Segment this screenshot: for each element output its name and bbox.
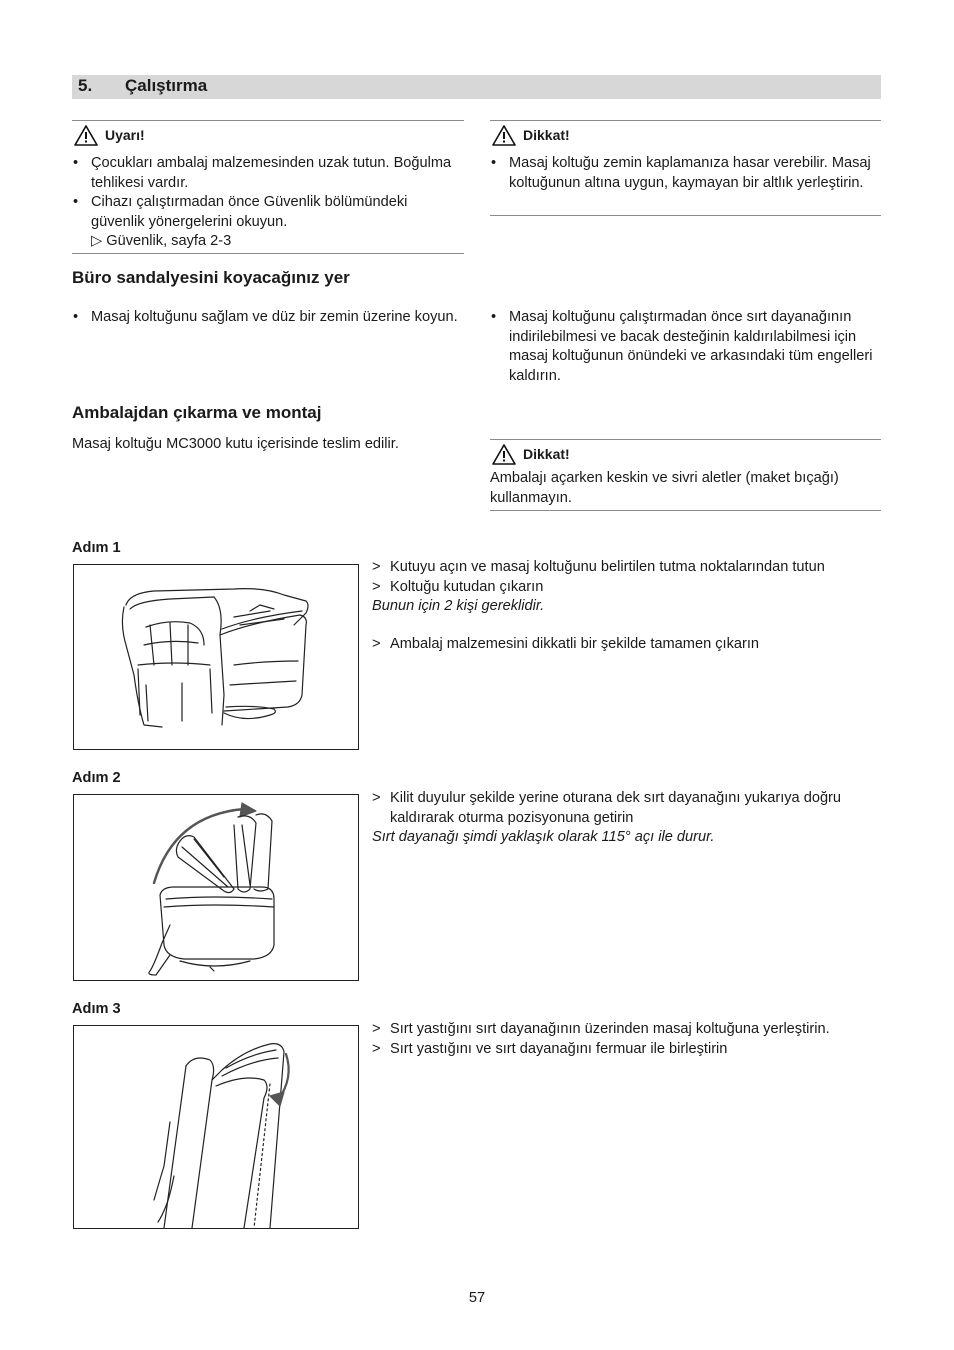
caution2-top-rule [490,439,881,440]
list-item: • Masaj koltuğu zemin kaplamanıza hasar verebilir. Masaj koltuğunun altına uygun, kaymayan bir altlık yerleştirin. [491,155,871,191]
warning-heading: Uyarı! [105,127,145,143]
step-1-note: Bunun için 2 kişi gereklidir. [372,598,545,614]
caution2-heading: Dikkat! [523,446,570,462]
reference-link[interactable]: Güvenlik, sayfa 2-3 [106,233,232,249]
caution-bottom-rule [490,215,881,216]
step-3-action-1: > Sırt yastığını sırt dayanağının üzerinden masaj koltuğuna yerleştirin. [372,1021,830,1037]
warning-triangle-icon [492,444,516,465]
caution-bullet-list [490,154,881,193]
step-1-action-2: > Koltuğu kutudan çıkarın [372,578,544,595]
list-item: • Cihazı çalıştırmadan önce Güvenlik bölümündeki güvenlik yönergelerini okuyun. [73,194,408,230]
placement-left-list [72,308,464,328]
backrest-raise-icon [74,795,358,980]
caution2-bottom-rule [490,510,881,511]
unpacking-heading: Ambalajdan çıkarma ve montaj [72,403,322,422]
warning-triangle-icon [492,125,516,146]
step-3-illustration [73,1025,359,1229]
step-1-label: Adım 1 [72,540,121,556]
back-cushion-attach-icon [74,1026,358,1228]
caution-heading: Dikkat! [523,127,570,143]
reference-arrow-icon: ▷ [91,233,103,249]
step-2-action-1: > Kilit duyulur şekilde yerine oturana dek sırt dayanağını yukarıya doğru kaldırarak oturma pozisyonuna getirin [372,790,842,826]
step-2-label: Adım 2 [72,770,121,786]
step-3-label: Adım 3 [72,1001,121,1017]
step-2-instructions [372,789,882,848]
section-title: Çalıştırma [125,76,208,95]
section-header-bar [72,75,881,99]
step-2-note: Sırt dayanağı şimdi yaklaşık olarak 115° açı ile durur. [372,829,715,845]
warning-triangle-icon [74,125,98,146]
safety-reference [72,232,464,252]
list-item: • Çocukları ambalaj malzemesinden uzak tutun. Boğulma tehlikesi vardır. [73,155,452,191]
massage-chair-upright-icon [74,565,358,749]
step-3-instructions [372,1020,882,1059]
step-1-instructions [372,558,882,654]
caution2-text: Ambalajı açarken keskin ve sivri aletler (maket bıçağı) kullanmayın. [490,470,839,506]
unpacking-intro: Masaj koltuğu MC3000 kutu içerisinde teslim edilir. [72,436,399,452]
page-number: 57 [468,1290,486,1306]
warning-bottom-rule [72,253,464,254]
placement-heading: Büro sandalyesini koyacağınız yer [72,268,350,287]
step-1-action-1: > Kutuyu açın ve masaj koltuğunu belirtilen tutma noktalarından tutun [372,559,825,575]
placement-right-list [490,308,881,386]
step-2-illustration [73,794,359,981]
list-item: • Masaj koltuğunu sağlam ve düz bir zemin üzerine koyun. [73,309,458,325]
warning-top-rule [72,120,464,121]
list-item: • Masaj koltuğunu çalıştırmadan önce sırt dayanağının indirilebilmesi ve bacak desteğinin kaldırılabilmesi için masaj koltuğunun önündeki ve arkasındaki tüm engelleri kaldırın. [491,309,873,384]
caution-top-rule [490,120,881,121]
section-number: 5. [78,76,93,95]
step-1-action-3: > Ambalaj malzemesini dikkatli bir şekilde tamamen çıkarın [372,635,760,652]
step-3-action-2: > Sırt yastığını ve sırt dayanağını fermuar ile birleştirin [372,1040,728,1057]
warning-bullet-list [72,154,464,252]
step-1-illustration [73,564,359,750]
